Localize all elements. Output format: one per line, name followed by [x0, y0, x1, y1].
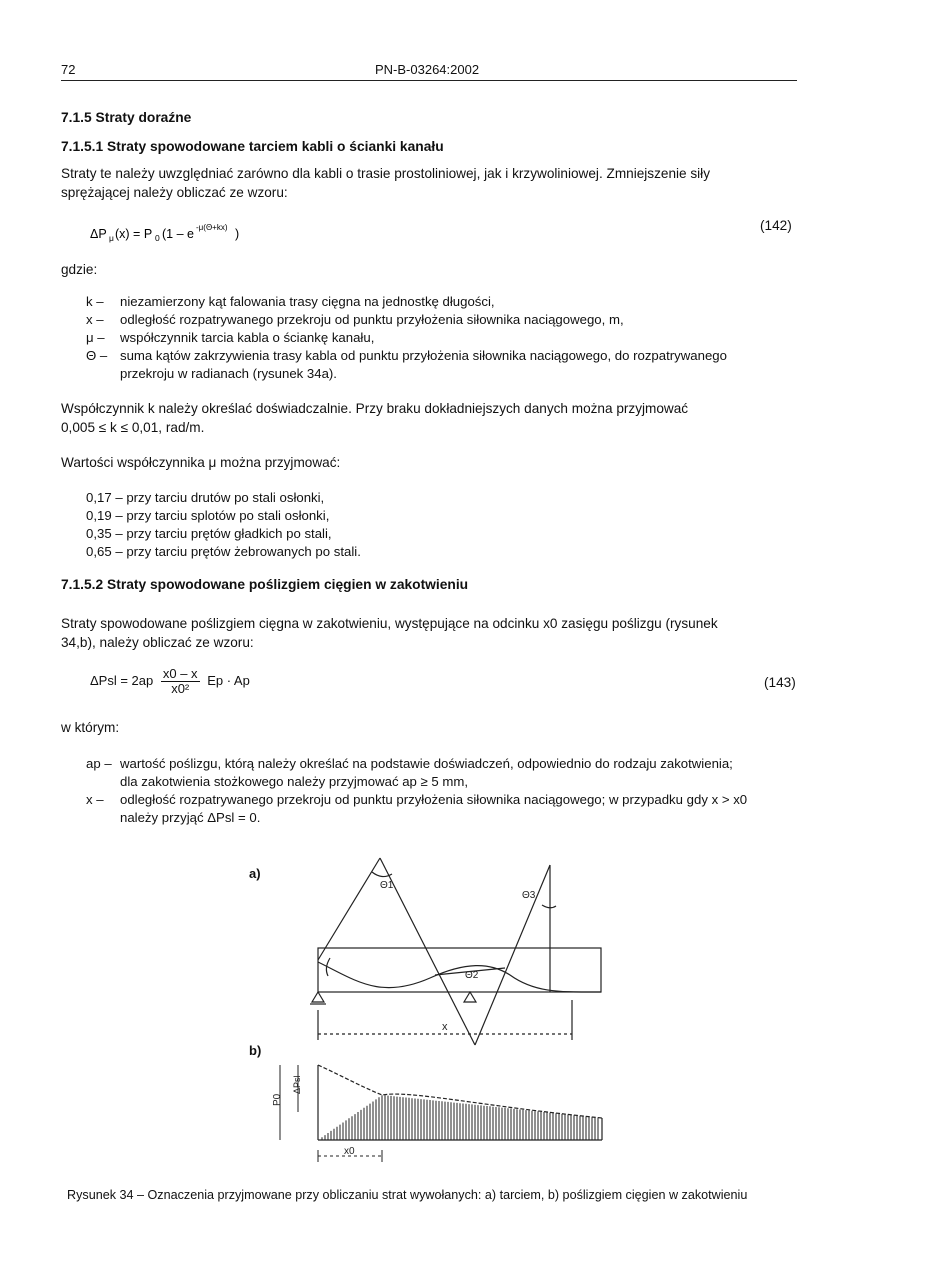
definition-text: niezamierzony kąt falowania trasy cięgna na jednostkę długości, — [120, 294, 495, 309]
definition-x — [86, 311, 806, 329]
definition-line: przekroju w radianach (rysunek 34a). — [120, 366, 337, 381]
mu-value-item: 0,19 – przy tarciu splotów po stali osłonki, — [86, 508, 330, 523]
heading-7-1-5: 7.1.5 Straty doraźne — [61, 110, 192, 125]
definition-line: dla zakotwienia stożkowego należy przyjmować ap ≥ 5 mm, — [120, 774, 469, 789]
formula-143 — [90, 667, 250, 696]
figure-label-b: b) — [249, 1043, 262, 1058]
formula-142-graphic — [90, 221, 290, 245]
definition-k — [86, 293, 806, 311]
fraction-numerator: x0 – x — [162, 666, 198, 681]
definition-symbol: x – — [86, 792, 104, 807]
intro-7152-line1: Straty spowodowane poślizgiem cięgna w zakotwieniu, występujące na odcinku x0 zasięgu poślizgu (rysunek — [61, 616, 718, 631]
hatch-fill — [322, 1095, 598, 1140]
definitions-list-2 — [86, 755, 806, 827]
x-dimension-label: x — [442, 1021, 448, 1033]
where-label-2: w którym: — [61, 720, 120, 735]
intro-7152-line2: 34,b), należy obliczać ze wzoru: — [61, 635, 254, 650]
svg-text:μ: μ — [109, 233, 114, 243]
definition-symbol: ap – — [86, 756, 112, 771]
tangent-line — [318, 858, 380, 960]
definition-text — [120, 755, 806, 791]
svg-text:-μ(Θ+kx): -μ(Θ+kx) — [196, 223, 228, 232]
formula-143-fraction — [161, 667, 200, 696]
angle-arc — [542, 905, 556, 908]
mu-value-item: 0,35 – przy tarciu prętów gładkich po stali, — [86, 526, 332, 541]
definition-line: odległość rozpatrywanego przekroju od punktu przyłożenia siłownika naciągowego; w przypadku gdy x > x0 — [120, 792, 748, 807]
definition-text: współczynnik tarcia kabla o ściankę kanału, — [120, 330, 375, 345]
svg-text:0: 0 — [155, 233, 160, 243]
svg-text:(x) = P: (x) = P — [115, 227, 153, 241]
x0-label: x0 — [344, 1146, 355, 1157]
support-left — [312, 992, 324, 1002]
dpsl-label: ΔPsl — [292, 1075, 302, 1094]
figure-34-diagram — [260, 850, 620, 1170]
mu-value-item: 0,65 – przy tarciu prętów żebrowanych po stali. — [86, 544, 361, 559]
svg-text:ΔP: ΔP — [90, 227, 107, 241]
definition-line: suma kątów zakrzywienia trasy kabla od punktu przyłożenia siłownika naciągowego, do rozpatrywanego — [120, 348, 727, 363]
heading-7-1-5-2: 7.1.5.2 Straty spowodowane poślizgiem cięgien w zakotwieniu — [61, 577, 469, 592]
definition-symbol: k – — [86, 294, 104, 309]
figure-label-a: a) — [249, 866, 261, 881]
mu-intro: Wartości współczynnika μ można przyjmować: — [61, 455, 341, 470]
fraction-denominator: x0² — [171, 681, 190, 696]
definition-text: odległość rozpatrywanego przekroju od punktu przyłożenia siłownika naciągowego, m, — [120, 312, 624, 327]
where-label-1: gdzie: — [61, 262, 98, 277]
svg-text:): ) — [235, 227, 240, 241]
intro-7151-line2: sprężającej należy obliczać ze wzoru: — [61, 185, 288, 200]
definition-symbol: μ – — [86, 330, 105, 345]
definition-x-2 — [86, 791, 806, 827]
mu-values-list — [86, 489, 361, 561]
definition-mu — [86, 329, 806, 347]
definitions-list-1 — [86, 293, 806, 383]
definition-theta — [86, 347, 806, 383]
theta1-label: Θ1 — [380, 880, 394, 891]
theta3-label: Θ3 — [522, 890, 536, 901]
formula-143-left: ΔPsl = 2ap — [90, 672, 154, 688]
header-rule — [61, 80, 797, 81]
formula-143-number: (143) — [764, 675, 796, 690]
beam-outline — [318, 948, 601, 992]
formula-142 — [90, 221, 290, 248]
tangent-line — [380, 858, 475, 1045]
figure-caption: Rysunek 34 – Oznaczenia przyjmowane przy obliczaniu strat wywołanych: a) tarciem, b) poślizgiem cięgien w zakotwieniu — [67, 1188, 748, 1202]
definition-symbol: x – — [86, 312, 104, 327]
formula-142-number: (142) — [760, 218, 792, 233]
definition-line: wartość poślizgu, którą należy określać na podstawie doświadczeń, odpowiednio do rodzaju zakotwienia; — [120, 756, 733, 771]
definition-text — [120, 791, 806, 827]
k-paragraph-line1: Współczynnik k należy określać doświadczalnie. Przy braku dokładniejszych danych można przyjmować — [61, 401, 689, 416]
intro-7151-line1: Straty te należy uwzględniać zarówno dla kabli o trasie prostoliniowej, jak i krzywoliniowej. Zmniejszenie siły — [61, 166, 711, 181]
k-paragraph-line2: 0,005 ≤ k ≤ 0,01, rad/m. — [61, 420, 205, 435]
definition-symbol: Θ – — [86, 348, 108, 363]
page-number: 72 — [61, 62, 76, 77]
support-mid — [464, 992, 476, 1002]
standard-code: PN-B-03264:2002 — [375, 62, 480, 77]
tendon-curve — [318, 962, 601, 992]
definition-text — [120, 347, 806, 383]
beam-part-a — [310, 858, 601, 1045]
definition-line: należy przyjąć ΔPsl = 0. — [120, 810, 261, 825]
angle-arc — [372, 872, 392, 877]
theta2-label: Θ2 — [465, 970, 479, 981]
p0-label: P0 — [272, 1093, 283, 1106]
formula-143-right: Ep · Ap — [207, 672, 250, 688]
hatch-lines — [322, 1095, 598, 1140]
mu-value-item: 0,17 – przy tarciu drutów po stali osłonki, — [86, 490, 325, 505]
definition-ap — [86, 755, 806, 791]
svg-text:(1 – e: (1 – e — [162, 227, 194, 241]
heading-7-1-5-1: 7.1.5.1 Straty spowodowane tarciem kabli o ścianki kanału — [61, 139, 444, 154]
tangent-line — [475, 865, 550, 1045]
